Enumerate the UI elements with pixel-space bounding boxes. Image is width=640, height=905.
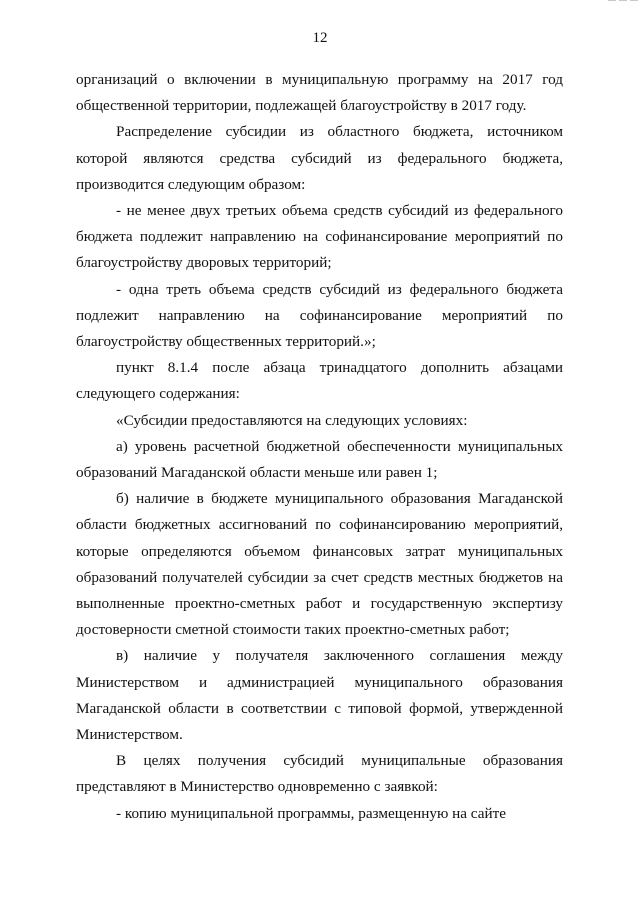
paragraph-continuation: организаций о включении в муниципальную программу на 2017 год общественной территории, подлежащей благоустройству в 2017 году. [76, 71, 563, 115]
condition-item-v: в) наличие у получателя заключенного соглашения между Министерством и администрацией муниципального образования Магаданской области в соответствии с типовой формой, утвержденной Министерством. [76, 647, 563, 744]
list-item-program-copy: - копию муниципальной программы, размещенную на сайте [116, 804, 506, 822]
paragraph-documents-submission: В целях получения субсидий муниципальные образования представляют в Министерство одновременно с заявкой: [76, 752, 563, 796]
condition-item-b: б) наличие в бюджете муниципального образования Магаданской области бюджетных ассигнований по софинансированию мероприятий, которые определяются объемом финансовых затрат муниципальных образований получателей субсидии за счет средств местных бюджетов на выполненные проектно-сметных работ и государственную экспертизу достоверности сметной стоимости таких проектно-сметных работ; [76, 490, 563, 639]
paragraph-subsidy-distribution: Распределение субсидии из областного бюджета, источником которой являются средства субсидий из федерального бюджета, производится следующим образом: [76, 123, 563, 193]
paragraph-conditions-heading: «Субсидии предоставляются на следующих условиях: [116, 411, 468, 429]
list-item-public-territories: - одна треть объема средств субсидий из федерального бюджета подлежит направлению на софинансирование мероприятий по благоустройству общественных территорий.»; [76, 280, 563, 351]
document-body [76, 67, 563, 827]
list-item-yard-territories: - не менее двух третьих объема средств субсидий из федерального бюджета подлежит направлению на софинансирование мероприятий по благоустройству дворовых территорий; [76, 202, 563, 272]
scan-edge-mark [598, 0, 640, 4]
condition-item-a: а) уровень расчетной бюджетной обеспеченности муниципальных образований Магаданской области меньше или равен 1; [76, 437, 563, 482]
paragraph-amendment-clause: пункт 8.1.4 после абзаца тринадцатого дополнить абзацами следующего содержания: [76, 359, 563, 403]
page-number: 12 [312, 30, 328, 46]
